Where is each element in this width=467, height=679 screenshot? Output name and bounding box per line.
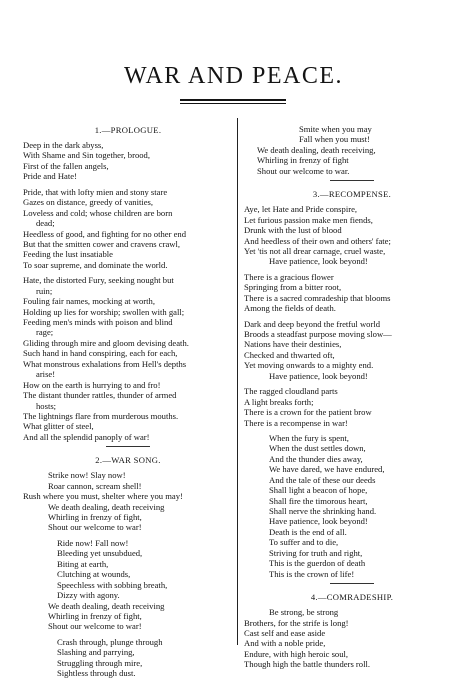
verse-line: We have dared, we have endured, [269,464,385,475]
poem-title: WAR AND PEACE. [123,63,343,89]
verse-line: And all the splendid panoply of war! [23,431,150,442]
verse-line: What monstrous exhalations from Hell's depths [23,358,187,369]
verse-line: To suffer and to die, [269,537,339,548]
verse-line: When the fury is spent, [269,432,349,443]
verse-line: Holding up lies for worship; swollen with gall; [23,306,185,317]
verse-line: Among the fields of death. [244,303,336,314]
verse-line: Clutching at wounds, [57,569,131,580]
verse-line: Though high the battle thunders roll. [244,659,371,670]
verse-line: Gazes on distance, greedy of vanities, [23,197,154,208]
verse-line: There is a sacred comradeship that blooms [244,292,391,303]
verse-line: Let furious passion make men fiends, [244,214,373,225]
verse-line: Yet moving onwards to a mighty end. [244,360,374,371]
verse-line: Nations have their destinies, [244,339,342,350]
verse-line: Speechless with sobbing breath, [57,579,168,590]
verse-line: Aye, let Hate and Pride conspire, [244,204,358,215]
right-column [244,124,460,670]
verse-line: Shall fire the timorous heart, [269,495,368,506]
section-rule [330,583,374,584]
column-divider [237,118,238,645]
verse-line: Cast self and ease aside [244,627,326,638]
verse-line: Striving for truth and right, [269,547,363,558]
verse-line: Shout our welcome to war. [257,165,350,176]
verse-line: Loveless and cold; whose children are born [23,207,173,218]
title-rule [180,99,286,101]
verse-line: hosts; [36,400,57,411]
verse-line: Gliding through mire and gloom devising death. [23,337,189,348]
verse-line: Feeding men's minds with poison and blind [23,317,173,327]
verse-line: Shout our welcome to war! [48,621,142,632]
left-column [23,124,233,679]
verse-line: Endure, with high heroic soul, [244,648,349,659]
verse-line: And the tale of these our deeds [269,474,376,485]
verse-line: Biting at earth, [57,558,109,569]
verse-line: Brothers, for the strife is long! [244,617,349,628]
verse-line: There is a gracious flower [244,271,334,282]
verse-line: Pride, that with lofty mien and stony stare [23,186,168,197]
verse-line: The lightnings flare from murderous mouths. [23,410,179,421]
verse-line: How on the earth is hurrying to and fro! [23,379,161,390]
verse-line: dead; [36,218,55,229]
verse-line: Death is the end of all. [269,526,347,537]
verse-line: This is the guerdon of death [269,558,366,569]
verse-line: We death dealing, death receiving, [257,144,376,155]
verse-line: Springing from a bitter root, [244,282,342,293]
verse-line: With Shame and Sin together, brood, [23,150,151,161]
verse-line: Broods a steadfast purpose moving slow— [244,329,392,339]
section-heading-comradeship: 4.—COMRADESHIP. [310,592,394,603]
verse-line: Heedless of good, and fighting for no other end [23,228,187,239]
verse-line: Pride and Hate! [23,171,77,182]
verse-line: Roar cannon, scream shell! [48,480,142,491]
verse-line: Rush where you must, shelter where you may! [23,491,183,502]
verse-line: The ragged cloudland parts [244,386,338,397]
verse-line: Ride now! Fall now! [57,537,129,548]
verse-line: Have patience, look beyond! [269,256,368,267]
verse-line: We death dealing, death receiving [48,600,165,611]
section-heading-recompense: 3.—RECOMPENSE. [312,189,392,200]
verse-line: First of the fallen angels, [23,160,109,171]
verse-line: Sightless through dust. [57,668,136,679]
verse-line: To soar supreme, and dominate the world. [23,259,168,270]
verse-line: Hate, the distorted Fury, seeking nought but [23,275,174,286]
verse-line: Have patience, look beyond! [269,370,368,381]
verse-line: Fouling fair names, mocking at worth, [23,296,155,307]
verse-line: Shall light a beacon of hope, [269,485,368,496]
verse-line: Checked and thwarted oft, [244,349,335,360]
verse-line: And heedless of their own and others' fate; [244,235,391,246]
verse-line: Fall when you must! [299,134,370,145]
verse-line: ruin; [36,285,53,296]
section-heading-war-song: 2.—WAR SONG. [95,455,161,466]
verse-line: This is the crown of life! [269,568,355,579]
verse-line: Strike now! Slay now! [48,470,126,481]
verse-line: Drunk with the lust of blood [244,225,342,236]
verse-line: Such hand in hand conspiring, each for each, [23,348,178,359]
verse-line: But that the smitten cower and cravens crawl, [23,238,181,249]
verse-line: Whirling in frenzy of fight, [48,512,142,522]
verse-line: And with a noble pride, [244,638,326,649]
verse-line: A light breaks forth; [244,396,314,407]
verse-line: Whirling in frenzy of fight, [48,610,142,621]
verse-line: What glitter of steel, [23,421,94,432]
verse-line: Deep in the dark abyss, [23,140,104,150]
verse-line: There is a recompense in war! [244,417,348,428]
verse-line: rage; [36,327,54,338]
section-heading-prologue: 1.—PROLOGUE. [94,125,162,135]
verse-line: Have patience, look beyond! [269,516,368,527]
verse-line: arise! [36,369,56,380]
verse-line: There is a crown for the patient brow [244,407,372,418]
verse-line: The distant thunder rattles, thunder of armed [23,390,177,401]
verse-line: Shall nerve the shrinking hand. [269,506,377,516]
verse-line: Yet 'tis not all drear carnage, cruel waste, [244,245,386,256]
verse-line: Slashing and parrying, [57,647,135,658]
verse-line: Dizzy with agony. [57,590,120,601]
verse-line: And the thunder dies away, [269,453,363,464]
verse-line: Feeding the lust insatiable [23,249,113,260]
section-rule [106,446,150,447]
verse-line: We death dealing, death receiving [48,501,165,512]
verse-line: When the dust settles down, [269,443,366,454]
verse-line: Be strong, be strong [269,607,339,618]
section-rule [330,180,374,181]
verse-line: Struggling through mire, [57,657,143,668]
verse-line: Dark and deep beyond the fretful world [244,318,381,329]
verse-line: Crash through, plunge through [57,636,163,647]
verse-line: Bleeding yet unsubdued, [57,548,143,559]
verse-line: Whirling in frenzy of fight [257,155,349,166]
verse-line: Shout our welcome to war! [48,522,142,533]
verse-line: Smite when you may [299,124,372,134]
